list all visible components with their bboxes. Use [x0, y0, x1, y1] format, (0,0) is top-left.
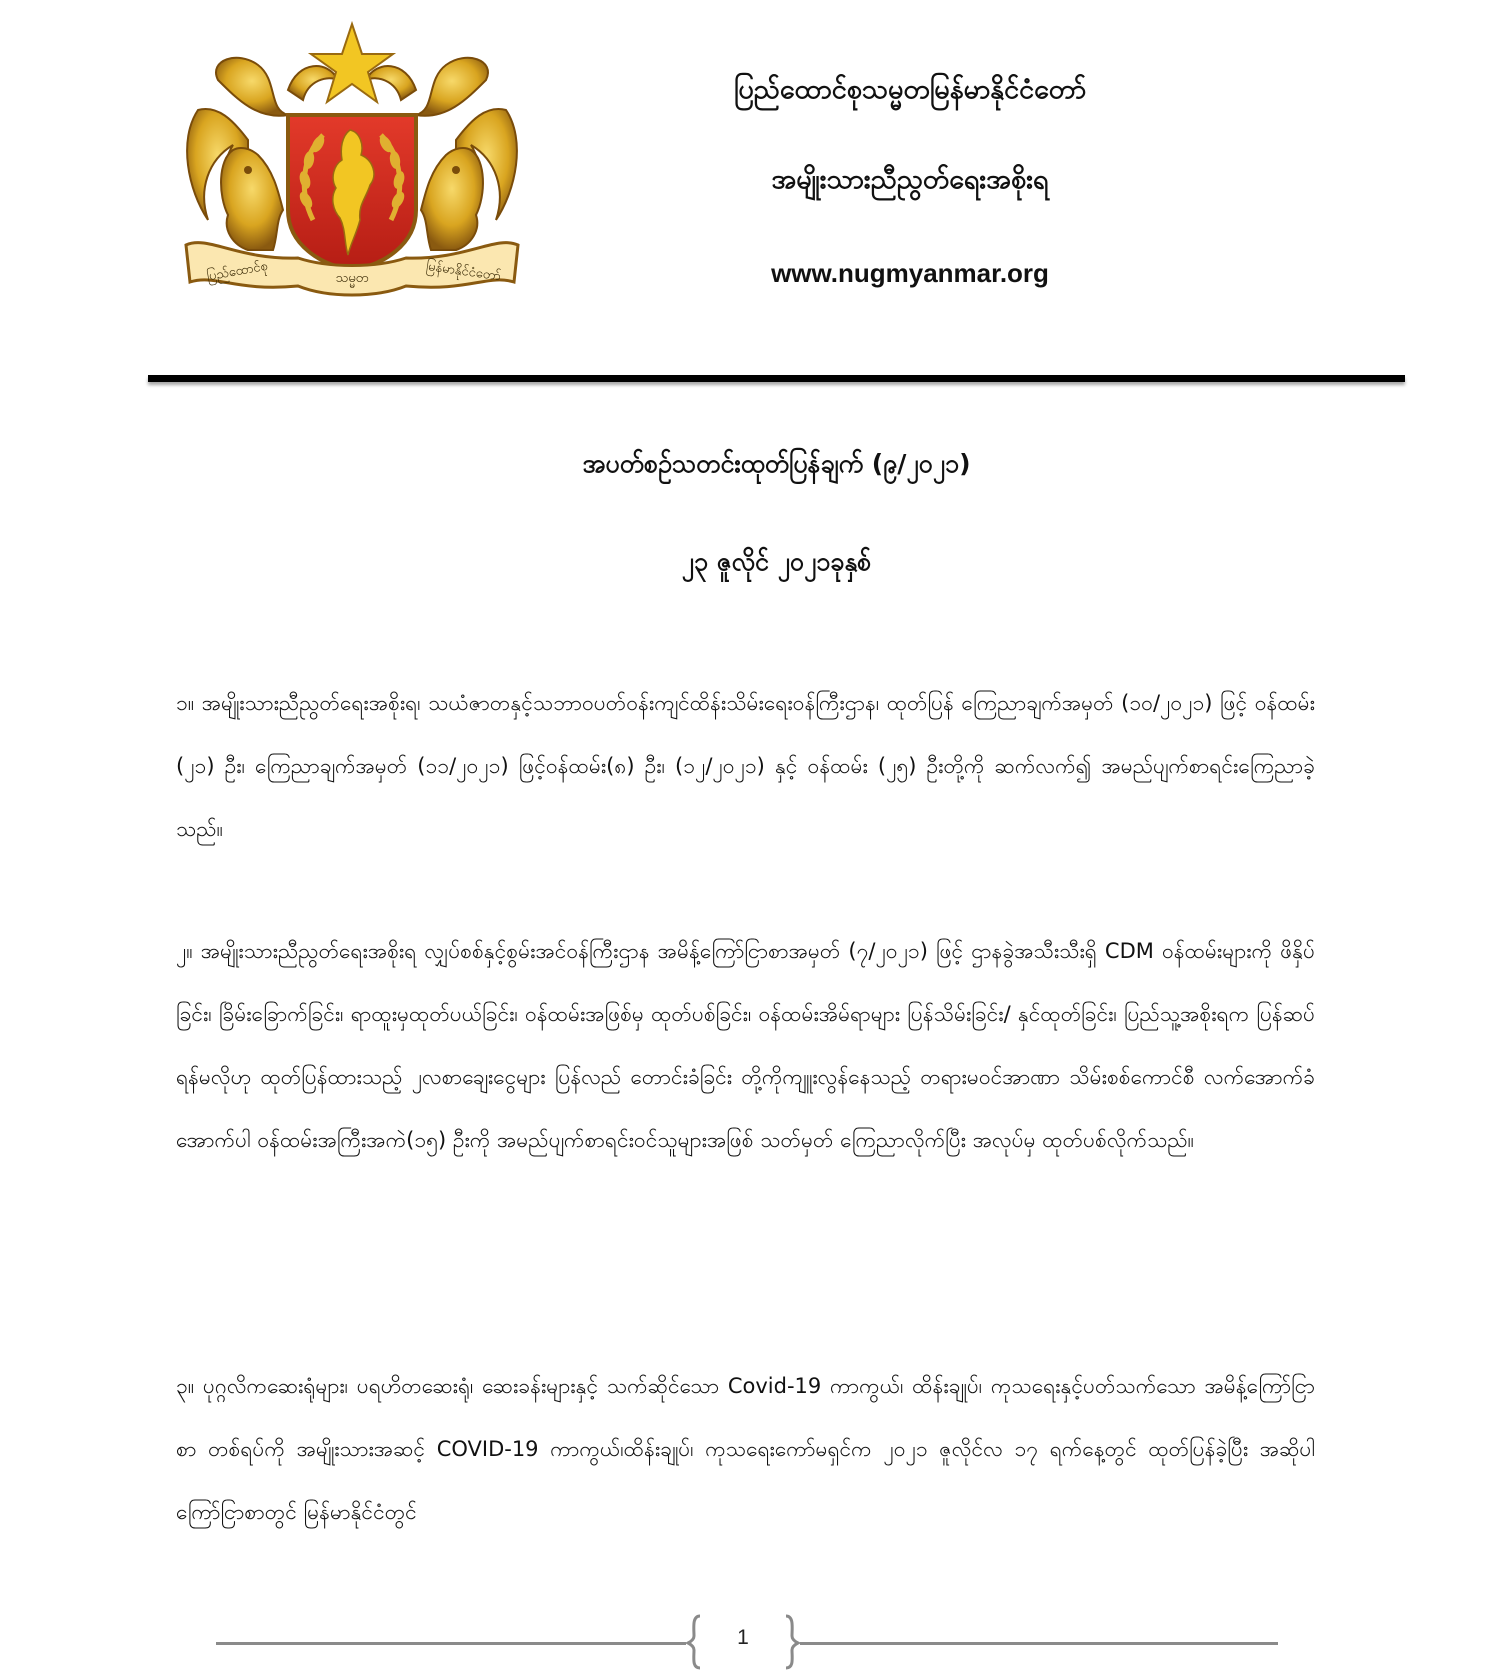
state-seal-emblem-icon — [178, 20, 526, 302]
header-divider — [148, 375, 1405, 382]
header-government-name: အမျိုးသားညီညွတ်ရေးအစိုးရ — [771, 164, 1049, 195]
document-date: ၂၃ ဇူလိုင် ၂၀၂၁ခုနှစ် — [681, 547, 872, 576]
paragraph-3: ၃။ ပုဂ္ဂလိကဆေးရုံများ၊ ပရဟိတဆေးရုံ၊ ဆေးခန်းများနှင့် သက်ဆိုင်သော Covid-19 ကာကွယ်၊ ထိန်းချုပ်၊ ကုသရေးနှင့်ပတ်သက်သော အမိန့်ကြော်ငြာစာ တစ်ရပ်ကို အမျိုးသားအဆင့် COVID-19 ကာကွယ်၊ထိန်းချုပ်၊ ကုသရေးကော်မရှင်က ၂၀၂၁ ဇူလိုင်လ ၁၇ ရက်နေ့တွင် ထုတ်ပြန်ခဲ့ပြီး အဆိုပါ ကြော်ငြာစာတွင် မြန်မာနိုင်ငံတွင် — [176, 1374, 1315, 1524]
seal-text-left: ပြည်ထောင်စု — [205, 258, 270, 285]
header-website: www.nugmyanmar.org — [771, 258, 1049, 288]
header-country-name: ပြည်ထောင်စုသမ္မတမြန်မာနိုင်ငံတော် — [733, 74, 1087, 105]
page-number: 1 — [737, 1626, 749, 1649]
page-footer — [0, 1610, 1487, 1670]
seal-text-center: သမ္မတ — [335, 271, 369, 286]
footer-rule-left — [216, 1642, 686, 1645]
seal-text-right: မြန်မာနိုင်ငံတော် — [425, 258, 502, 285]
footer-rule-right — [800, 1642, 1278, 1645]
paragraph-1: ၁။ အမျိုးသားညီညွတ်ရေးအစိုးရ၊ သယံဇာတနှင့်သဘာဝပတ်ဝန်းကျင်ထိန်းသိမ်းရေးဝန်ကြီးဌာန၊ ထုတ်ပြန် ကြေညာချက်အမှတ် (၁၀/၂၀၂၁) ဖြင့် ဝန်ထမ်း (၂၁) ဦး၊ ကြေညာချက်အမှတ် (၁၁/၂၀၂၁) ဖြင့်ဝန်ထမ်း(၈) ဦး၊ (၁၂/၂၀၂၁) နှင့် ဝန်ထမ်း (၂၅) ဦးတို့ကို ဆက်လက်၍ အမည်ပျက်စာရင်းကြေညာခဲ့သည်။ — [176, 691, 1315, 841]
paragraph-2: ၂။ အမျိုးသားညီညွတ်ရေးအစိုးရ လျှပ်စစ်နှင့်စွမ်းအင်ဝန်ကြီးဌာန အမိန့်ကြော်ငြာစာအမှတ် (၇/၂၀၂၁) ဖြင့် ဌာနခွဲအသီးသီးရှိ CDM ဝန်ထမ်းများကို ဖိနှိပ်ခြင်း၊ ခြိမ်းခြောက်ခြင်း၊ ရာထူးမှထုတ်ပယ်ခြင်း၊ ဝန်ထမ်းအဖြစ်မှ ထုတ်ပစ်ခြင်း၊ ဝန်ထမ်းအိမ်ရာများ ပြန်သိမ်းခြင်း/ နှင်ထုတ်ခြင်း၊ ပြည်သူ့အစိုးရက ပြန်ဆပ်ရန်မလိုဟု ထုတ်ပြန်ထားသည့် ၂လစာချေးငွေများ ပြန်လည် တောင်းခံခြင်း တို့ကိုကျူးလွန်နေသည့် တရားမဝင်အာဏာ သိမ်းစစ်ကောင်စီ လက်အောက်ခံ အောက်ပါ ဝန်ထမ်းအကြီးအကဲ(၁၅) ဦးကို အမည်ပျက်စာရင်းဝင်သူများအဖြစ် သတ်မှတ် ကြေညာလိုက်ပြီး အလုပ်မှ ထုတ်ပစ်လိုက်သည်။ — [176, 939, 1315, 1152]
document-title: အပတ်စဉ်သတင်းထုတ်ပြန်ချက် (၉/၂၀၂၁) — [582, 449, 971, 478]
